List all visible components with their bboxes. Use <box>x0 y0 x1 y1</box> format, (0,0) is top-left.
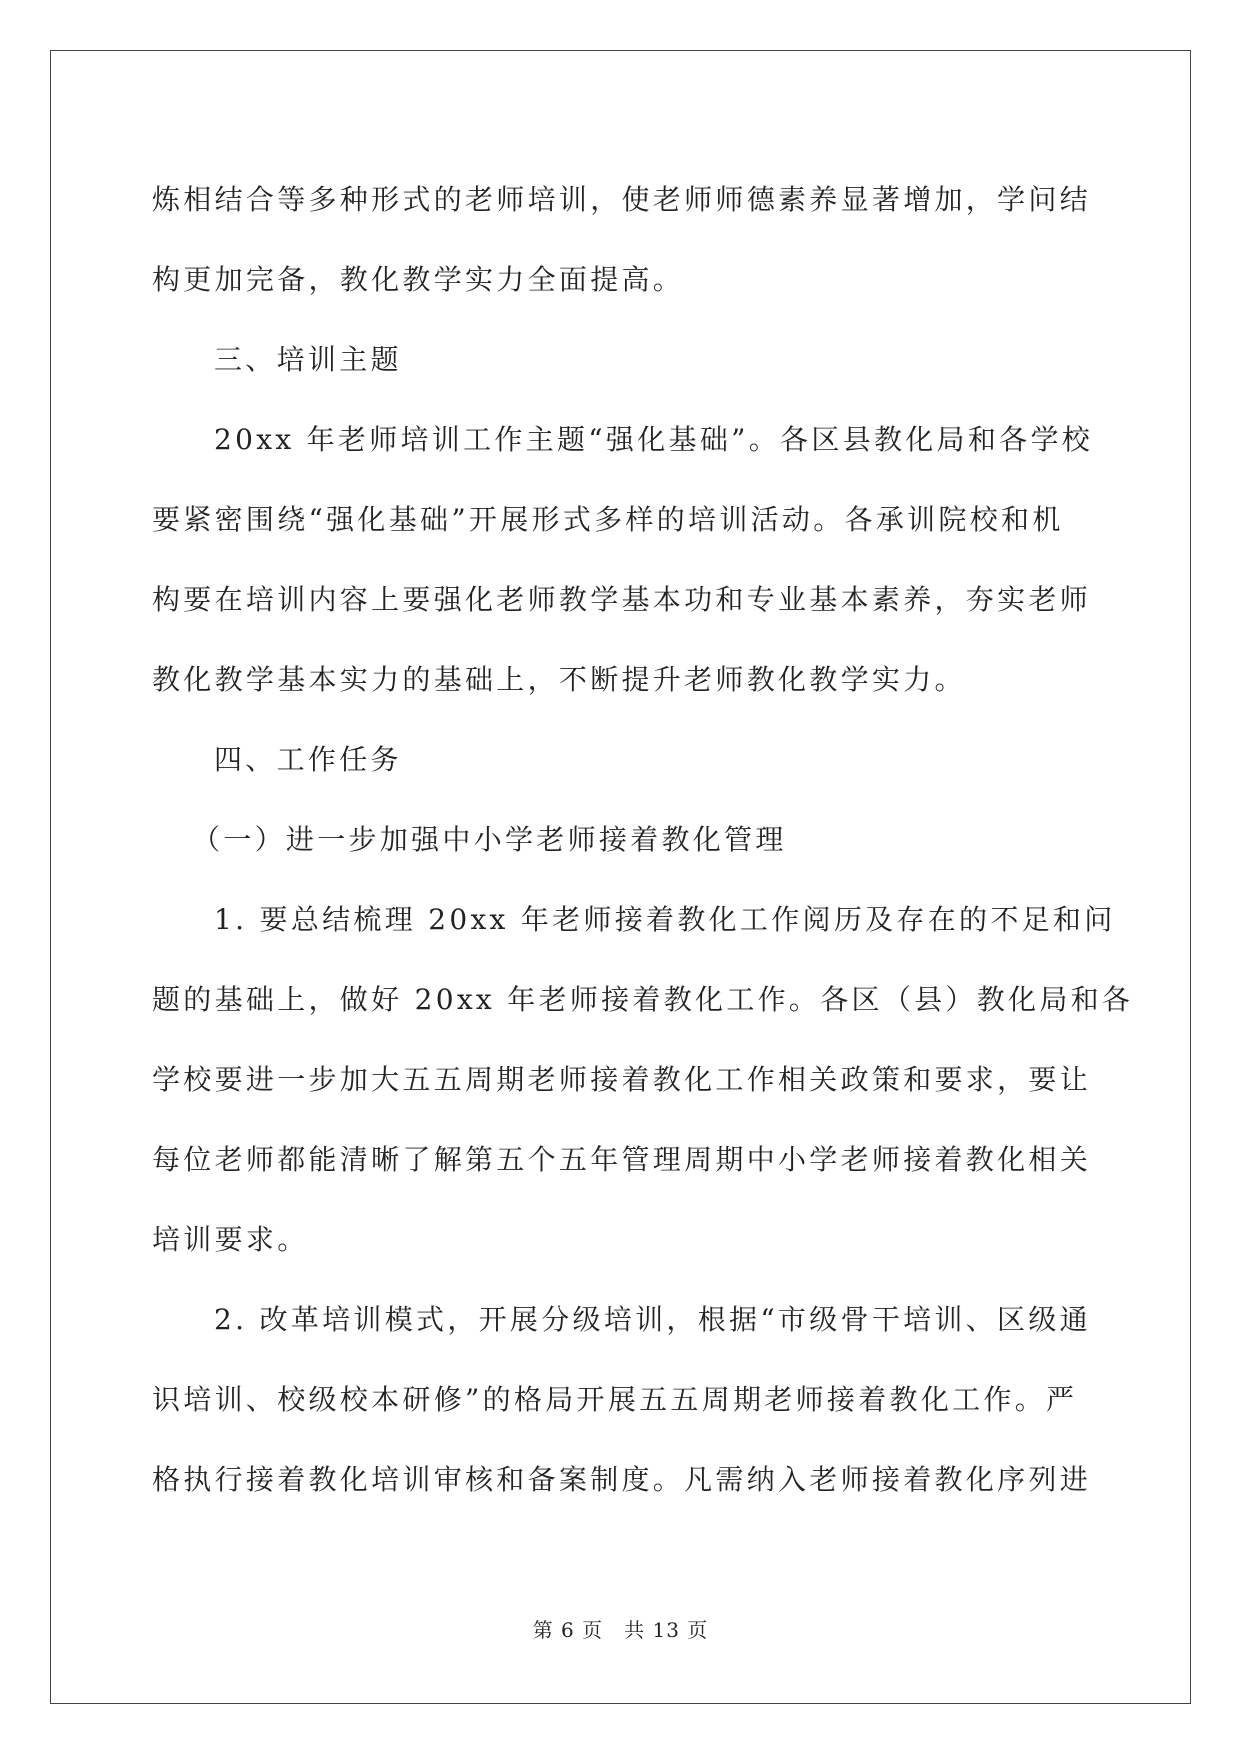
text-line: 构更加完备，教化教学实力全面提高。 <box>152 263 685 296</box>
text-line: 20xx 年老师培训工作主题“强化基础”。各区县教化局和各学校 <box>214 423 1094 456</box>
text-line: 学校要进一步加大五五周期老师接着教化工作相关政策和要求，要让 <box>152 1063 1092 1096</box>
section-heading: 三、培训主题 <box>214 343 402 376</box>
text-line: 构要在培训内容上要强化老师教学基本功和专业基本素养，夯实老师 <box>152 583 1092 616</box>
text-line: 2. 改革培训模式，开展分级培训，根据“市级骨干培训、区级通 <box>214 1303 1091 1336</box>
text-line: 炼相结合等多种形式的老师培训，使老师师德素养显著增加，学问结 <box>152 183 1092 216</box>
document-body <box>152 160 1134 1520</box>
text-line: 每位老师都能清晰了解第五个五年管理周期中小学老师接着教化相关 <box>152 1143 1092 1176</box>
text-line: 识培训、校级校本研修”的格局开展五五周期老师接着教化工作。严 <box>152 1383 1078 1416</box>
subsection-heading: （一）进一步加强中小学老师接着教化管理 <box>192 823 787 856</box>
text-line: 格执行接着教化培训审核和备案制度。凡需纳入老师接着教化序列进 <box>152 1463 1092 1496</box>
text-line: 教化教学基本实力的基础上，不断提升老师教化教学实力。 <box>152 663 966 696</box>
text-line: 要紧密围绕“强化基础”开展形式多样的培训活动。各承训院校和机 <box>152 503 1064 536</box>
page-number: 第 6 页 共 13 页 <box>532 1618 709 1642</box>
text-line: 培训要求。 <box>152 1223 309 1256</box>
section-heading: 四、工作任务 <box>214 743 402 776</box>
text-line: 1. 要总结梳理 20xx 年老师接着教化工作阅历及存在的不足和问 <box>214 903 1116 936</box>
text-line: 题的基础上，做好 20xx 年老师接着教化工作。各区（县）教化局和各 <box>152 983 1134 1016</box>
